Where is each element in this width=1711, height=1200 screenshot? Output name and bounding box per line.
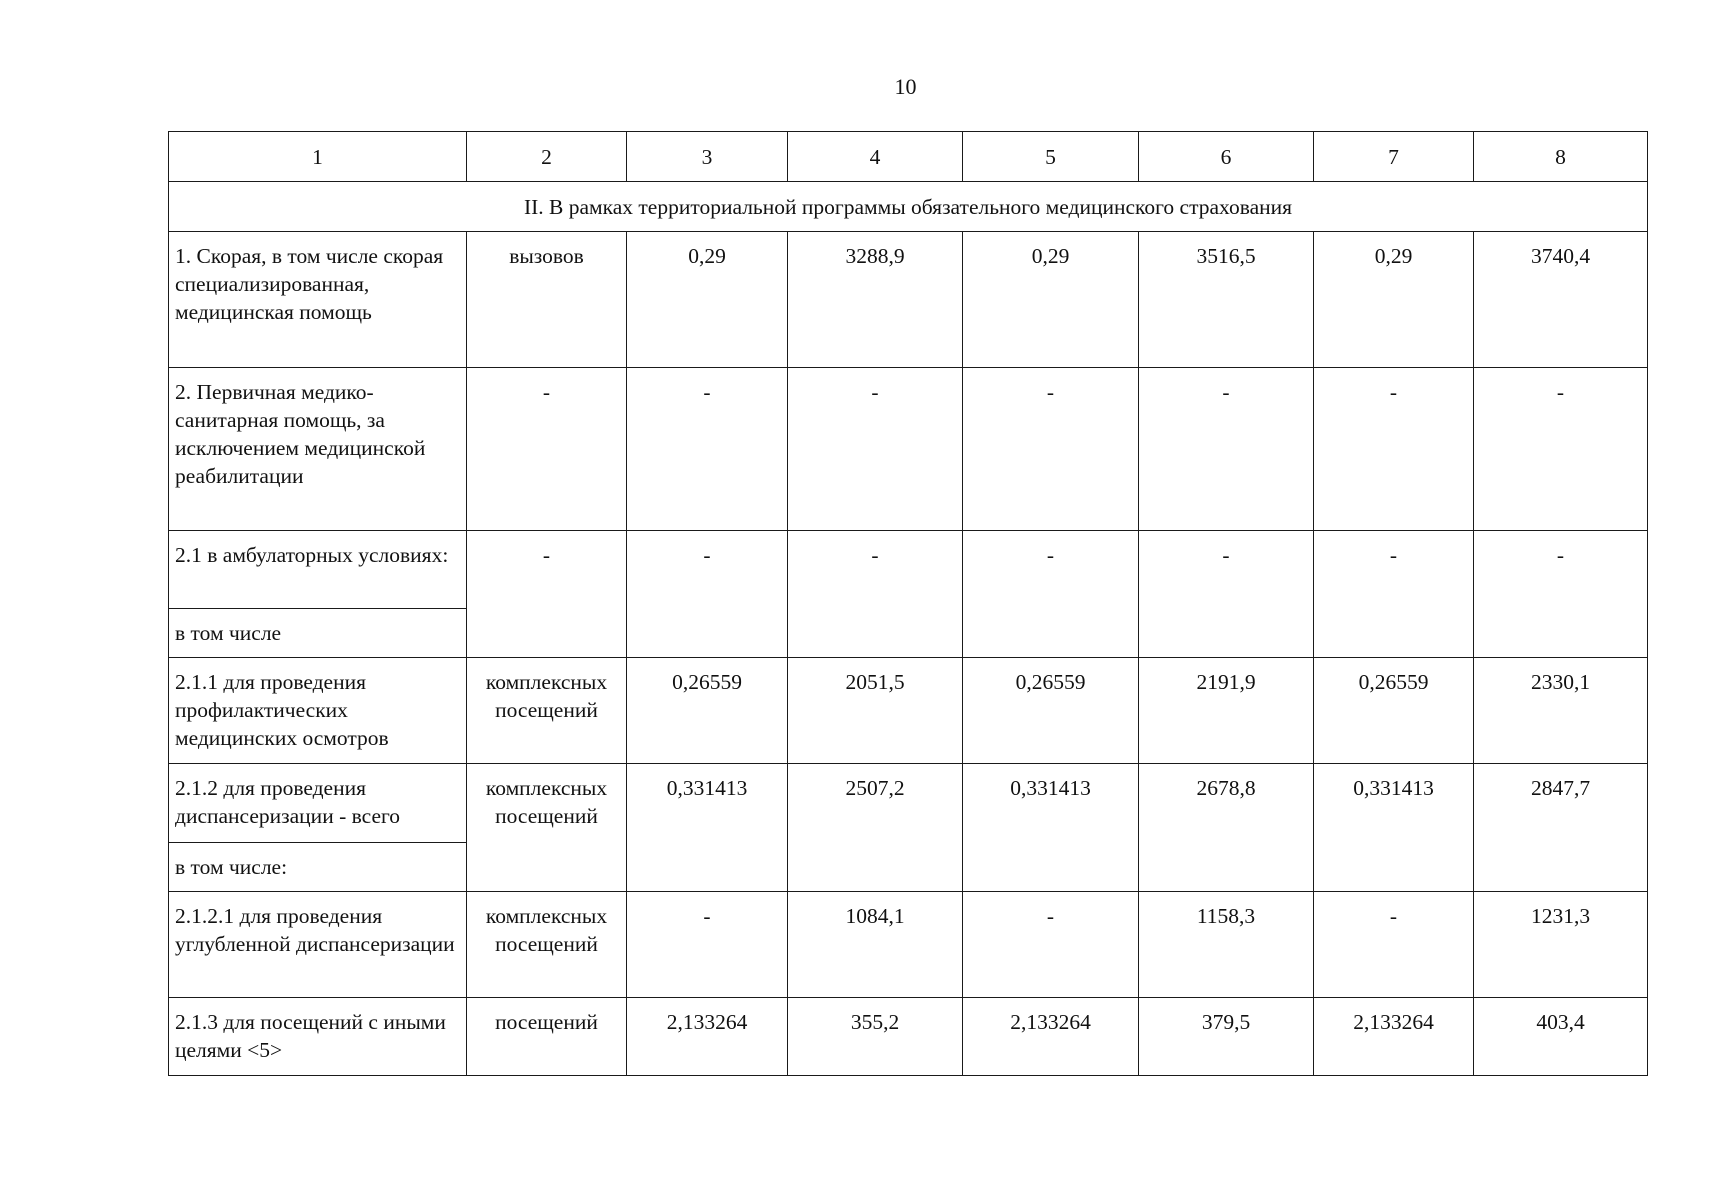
column-number-cell: 5	[963, 132, 1139, 182]
row-label: 2. Первичная медико-санитарная помощь, за исключением медицинской реабилитации	[169, 368, 467, 531]
value-cell: -	[1314, 531, 1474, 658]
table-row	[169, 892, 1648, 998]
value-cell: 2191,9	[1139, 658, 1314, 764]
value-cell: -	[788, 531, 963, 658]
column-number-cell: 3	[627, 132, 788, 182]
value-cell: -	[963, 368, 1139, 531]
column-number-row	[169, 132, 1648, 182]
row-label: 1. Скорая, в том числе скорая специализированная, медицинская помощь	[169, 232, 467, 368]
row-label: 2.1.2 для проведения диспансеризации - всего	[169, 764, 467, 843]
value-cell: 2678,8	[1139, 764, 1314, 892]
section-row	[169, 182, 1648, 232]
value-cell: -	[963, 892, 1139, 998]
value-cell: 355,2	[788, 998, 963, 1076]
value-cell: 2,133264	[963, 998, 1139, 1076]
row-label: 2.1.1 для проведения профилактических медицинских осмотров	[169, 658, 467, 764]
value-cell: -	[963, 531, 1139, 658]
value-cell: 2507,2	[788, 764, 963, 892]
value-cell: 0,331413	[627, 764, 788, 892]
column-number-cell: 1	[169, 132, 467, 182]
row-label: 2.1 в амбулаторных условиях:	[169, 531, 467, 609]
table-row	[169, 998, 1648, 1076]
unit-cell: комплексных посещений	[467, 892, 627, 998]
value-cell: 403,4	[1474, 998, 1648, 1076]
column-number-cell: 7	[1314, 132, 1474, 182]
value-cell: -	[627, 892, 788, 998]
value-cell: 3288,9	[788, 232, 963, 368]
value-cell: 1231,3	[1474, 892, 1648, 998]
unit-cell: вызовов	[467, 232, 627, 368]
table-row	[169, 531, 1648, 609]
row-sub-label: в том числе	[169, 609, 467, 658]
column-number-cell: 8	[1474, 132, 1648, 182]
value-cell: -	[1474, 368, 1648, 531]
column-number-cell: 4	[788, 132, 963, 182]
row-label: 2.1.3 для посещений с иными целями <5>	[169, 998, 467, 1076]
table-row	[169, 658, 1648, 764]
unit-cell: комплексных посещений	[467, 658, 627, 764]
value-cell: -	[627, 531, 788, 658]
section-title: II. В рамках территориальной программы обязательного медицинского страхования	[169, 182, 1648, 232]
value-cell: 0,29	[627, 232, 788, 368]
value-cell: 0,29	[1314, 232, 1474, 368]
value-cell: -	[1139, 531, 1314, 658]
row-sub-label: в том числе:	[169, 843, 467, 892]
value-cell: 3740,4	[1474, 232, 1648, 368]
value-cell: 0,331413	[1314, 764, 1474, 892]
value-cell: -	[627, 368, 788, 531]
value-cell: 2051,5	[788, 658, 963, 764]
value-cell: 2847,7	[1474, 764, 1648, 892]
unit-cell: комплексных посещений	[467, 764, 627, 892]
table-row	[169, 232, 1648, 368]
unit-cell: -	[467, 531, 627, 658]
value-cell: -	[1314, 892, 1474, 998]
value-cell: 1158,3	[1139, 892, 1314, 998]
value-cell: 2,133264	[627, 998, 788, 1076]
value-cell: -	[1139, 368, 1314, 531]
value-cell: 0,331413	[963, 764, 1139, 892]
value-cell: 0,26559	[627, 658, 788, 764]
column-number-cell: 6	[1139, 132, 1314, 182]
unit-cell: -	[467, 368, 627, 531]
value-cell: -	[1474, 531, 1648, 658]
unit-cell: посещений	[467, 998, 627, 1076]
value-cell: -	[788, 368, 963, 531]
value-cell: 2330,1	[1474, 658, 1648, 764]
data-table	[168, 131, 1648, 1076]
value-cell: 3516,5	[1139, 232, 1314, 368]
table-row	[169, 764, 1648, 843]
value-cell: -	[1314, 368, 1474, 531]
page-number: 10	[894, 74, 917, 99]
value-cell: 379,5	[1139, 998, 1314, 1076]
value-cell: 0,26559	[963, 658, 1139, 764]
value-cell: 0,29	[963, 232, 1139, 368]
table-row	[169, 368, 1648, 531]
value-cell: 0,26559	[1314, 658, 1474, 764]
row-label: 2.1.2.1 для проведения углубленной диспансеризации	[169, 892, 467, 998]
column-number-cell: 2	[467, 132, 627, 182]
value-cell: 2,133264	[1314, 998, 1474, 1076]
value-cell: 1084,1	[788, 892, 963, 998]
